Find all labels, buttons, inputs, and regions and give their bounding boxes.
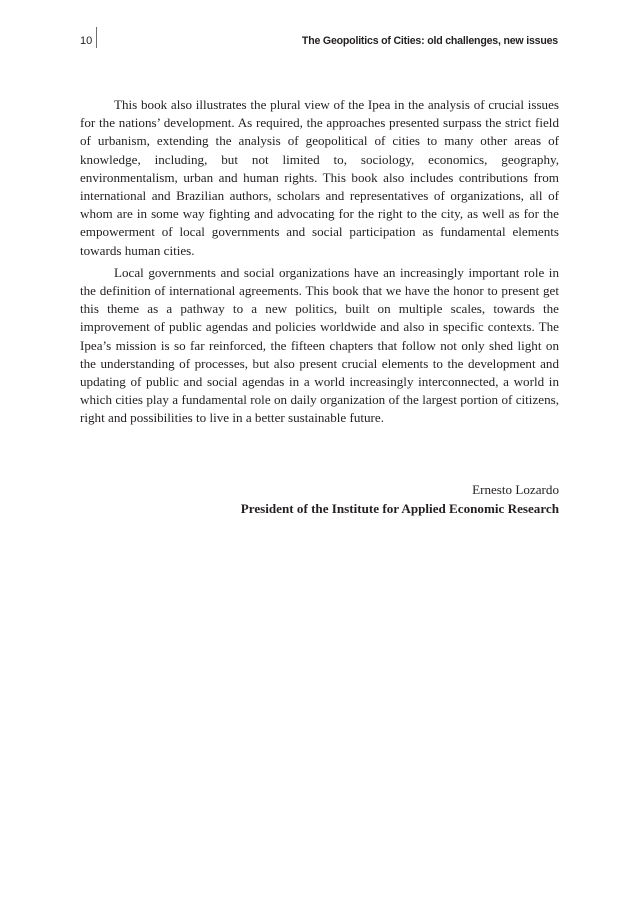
body-text [80, 96, 559, 432]
paragraph: Local governments and social organizations have an increasingly important role in the definition of international agreements. This book that we have the honor to present get this theme as a pathway to a new politics, built on multiple scales, towards the improvement of public agendas and policies worldwide and also in specific contexts. The Ipea’s mission is so far reinforced, the fifteen chapters that follow not only shed light on the understanding of processes, but also present crucial elements to the development and updating of public and social agendas in a world increasingly interconnected, a world in which cities play a fundamental role on daily organization of the largest portion of citizens, right and possibilities to live in a better sustainable future. [80, 264, 559, 426]
header-divider [96, 27, 97, 48]
paragraph: This book also illustrates the plural view of the Ipea in the analysis of crucial issues for the nations’ development. As required, the approaches presented surpass the strict field of urbanism, extending the analysis of geopolitical of cities to many other areas of knowledge, including, but not limited to, sociology, economics, geography, environmentalism, urban and human rights. This book also includes contributions from international and Brazilian authors, scholars and representatives of organizations, all of whom are in some way fighting and advocating for the right to the city, as well as for the empowerment of local governments and social participation as fundamental elements towards human cities. [80, 97, 559, 258]
page-number: 10 [80, 35, 93, 47]
signatory-role: President of the Institute for Applied Economic Research [240, 501, 559, 516]
signature-block [80, 480, 559, 518]
signatory-name: Ernesto Lozardo [472, 482, 559, 497]
running-title: The Geopolitics of Cities: old challenges, new issues [301, 35, 558, 47]
